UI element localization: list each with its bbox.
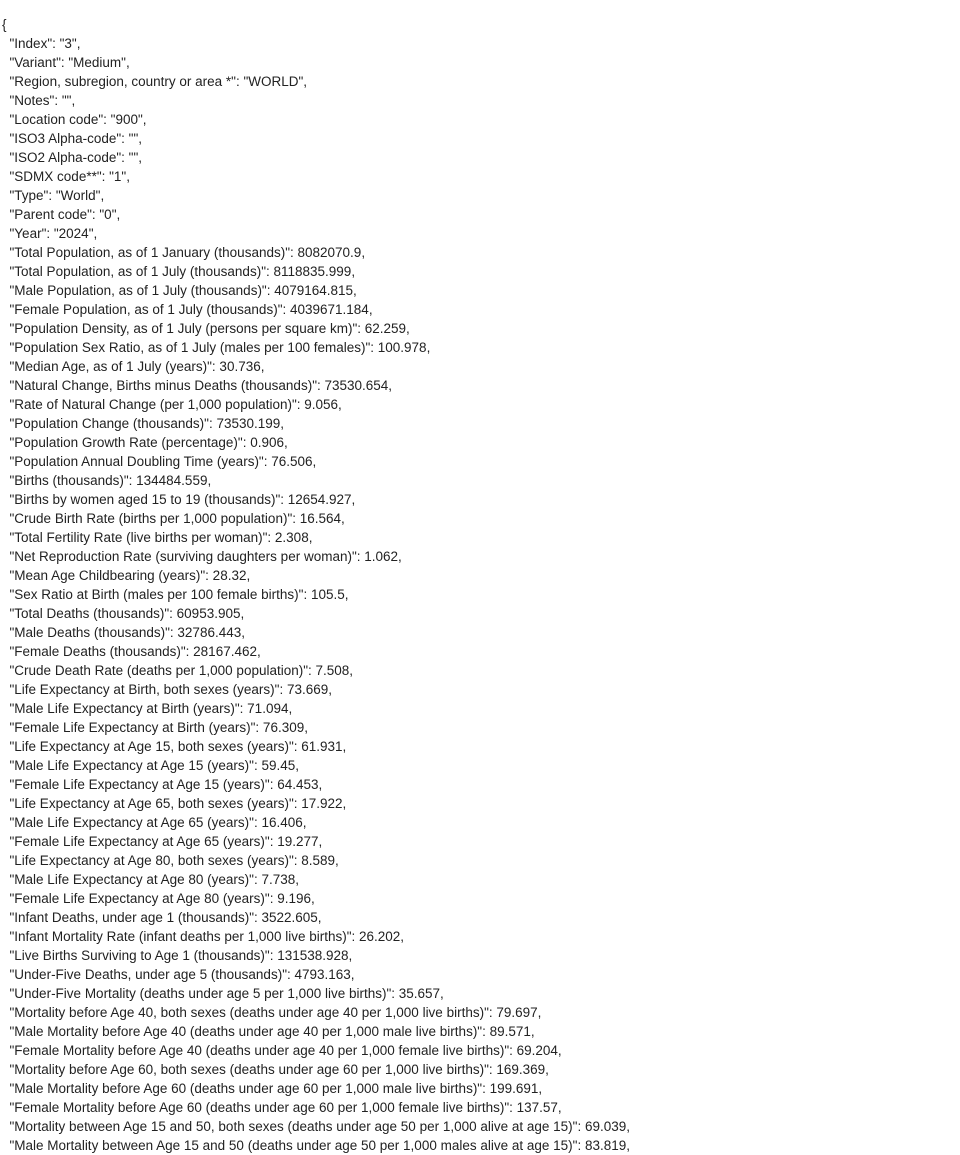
json-line: "Total Population, as of 1 July (thousands)": 8118835.999, [2, 264, 356, 279]
json-line: "Live Births Surviving to Age 1 (thousands)": 131538.928, [2, 948, 353, 963]
json-line: "Life Expectancy at Age 65, both sexes (years)": 17.922, [2, 796, 347, 811]
json-line: "Female Life Expectancy at Age 65 (years)": 19.277, [2, 834, 323, 849]
json-line: "Under-Five Deaths, under age 5 (thousands)": 4793.163, [2, 967, 355, 982]
json-line: "Life Expectancy at Age 15, both sexes (years)": 61.931, [2, 739, 347, 754]
json-line: "Variant": "Medium", [2, 55, 130, 70]
json-line: "Life Expectancy at Birth, both sexes (years)": 73.669, [2, 682, 332, 697]
json-line: "ISO3 Alpha-code": "", [2, 131, 142, 146]
json-line: "Mortality between Age 15 and 50, both sexes (deaths under age 50 per 1,000 alive at age 15)": 69.039, [2, 1119, 631, 1134]
json-line: "Under-Five Mortality (deaths under age 5 per 1,000 live births)": 35.657, [2, 986, 444, 1001]
json-line: "Births (thousands)": 134484.559, [2, 473, 212, 488]
json-line: "Male Mortality between Age 15 and 50 (deaths under age 50 per 1,000 males alive at age 15)": 83.819, [2, 1138, 630, 1153]
json-line: "Female Mortality before Age 60 (deaths under age 60 per 1,000 female live births)": 137.57, [2, 1100, 562, 1115]
json-line: "Year": "2024", [2, 226, 98, 241]
json-open-brace: { [2, 17, 7, 32]
json-line: "Crude Birth Rate (births per 1,000 population)": 16.564, [2, 511, 345, 526]
json-line: "Male Life Expectancy at Age 15 (years)": 59.45, [2, 758, 299, 773]
json-line: "ISO2 Alpha-code": "", [2, 150, 142, 165]
json-line: "Mean Age Childbearing (years)": 28.32, [2, 568, 251, 583]
json-line: "Female Mortality before Age 40 (deaths under age 40 per 1,000 female live births)": 69.204, [2, 1043, 562, 1058]
json-line: "Parent code": "0", [2, 207, 121, 222]
json-line: "Net Reproduction Rate (surviving daughters per woman)": 1.062, [2, 549, 402, 564]
json-line: "Population Sex Ratio, as of 1 July (males per 100 females)": 100.978, [2, 340, 431, 355]
json-line: "Life Expectancy at Age 80, both sexes (years)": 8.589, [2, 853, 339, 868]
json-line: "Median Age, as of 1 July (years)": 30.736, [2, 359, 265, 374]
json-line: "Male Mortality before Age 40 (deaths under age 40 per 1,000 male live births)": 89.571, [2, 1024, 535, 1039]
json-line: "SDMX code**": "1", [2, 169, 130, 184]
json-line: "Births by women aged 15 to 19 (thousands)": 12654.927, [2, 492, 356, 507]
json-line: "Female Deaths (thousands)": 28167.462, [2, 644, 261, 659]
json-line: "Natural Change, Births minus Deaths (thousands)": 73530.654, [2, 378, 393, 393]
json-line: "Female Life Expectancy at Age 80 (years)": 9.196, [2, 891, 315, 906]
json-line: "Type": "World", [2, 188, 105, 203]
json-line: "Total Population, as of 1 January (thousands)": 8082070.9, [2, 245, 366, 260]
json-line: "Total Fertility Rate (live births per woman)": 2.308, [2, 530, 313, 545]
json-line: "Infant Mortality Rate (infant deaths per 1,000 live births)": 26.202, [2, 929, 405, 944]
json-line: "Rate of Natural Change (per 1,000 population)": 9.056, [2, 397, 342, 412]
json-line: "Mortality before Age 60, both sexes (deaths under age 60 per 1,000 live births)": 169.369, [2, 1062, 549, 1077]
json-line: "Female Population, as of 1 July (thousands)": 4039671.184, [2, 302, 373, 317]
json-line: "Index": "3", [2, 36, 81, 51]
json-line: "Population Density, as of 1 July (persons per square km)": 62.259, [2, 321, 410, 336]
json-line: "Population Change (thousands)": 73530.199, [2, 416, 285, 431]
json-line: "Male Life Expectancy at Birth (years)": 71.094, [2, 701, 293, 716]
json-line: "Female Life Expectancy at Birth (years)": 76.309, [2, 720, 308, 735]
json-line: "Male Population, as of 1 July (thousands)": 4079164.815, [2, 283, 357, 298]
json-line: "Male Mortality before Age 60 (deaths under age 60 per 1,000 male live births)": 199.691, [2, 1081, 543, 1096]
json-line: "Notes": "", [2, 93, 76, 108]
json-line: "Male Deaths (thousands)": 32786.443, [2, 625, 245, 640]
json-line: "Crude Death Rate (deaths per 1,000 population)": 7.508, [2, 663, 354, 678]
json-line: "Location code": "900", [2, 112, 147, 127]
json-line: "Region, subregion, country or area *": "WORLD", [2, 74, 308, 89]
json-line: "Infant Deaths, under age 1 (thousands)": 3522.605, [2, 910, 322, 925]
json-line: "Female Life Expectancy at Age 15 (years)": 64.453, [2, 777, 323, 792]
json-line: "Population Annual Doubling Time (years)": 76.506, [2, 454, 317, 469]
json-line: "Total Deaths (thousands)": 60953.905, [2, 606, 245, 621]
json-line: "Population Growth Rate (percentage)": 0.906, [2, 435, 288, 450]
json-line: "Sex Ratio at Birth (males per 100 female births)": 105.5, [2, 587, 349, 602]
json-line: "Mortality before Age 40, both sexes (deaths under age 40 per 1,000 live births)": 79.697, [2, 1005, 542, 1020]
json-line: "Male Life Expectancy at Age 80 (years)": 7.738, [2, 872, 299, 887]
json-body [2, 34, 952, 1155]
json-line: "Male Life Expectancy at Age 65 (years)": 16.406, [2, 815, 307, 830]
